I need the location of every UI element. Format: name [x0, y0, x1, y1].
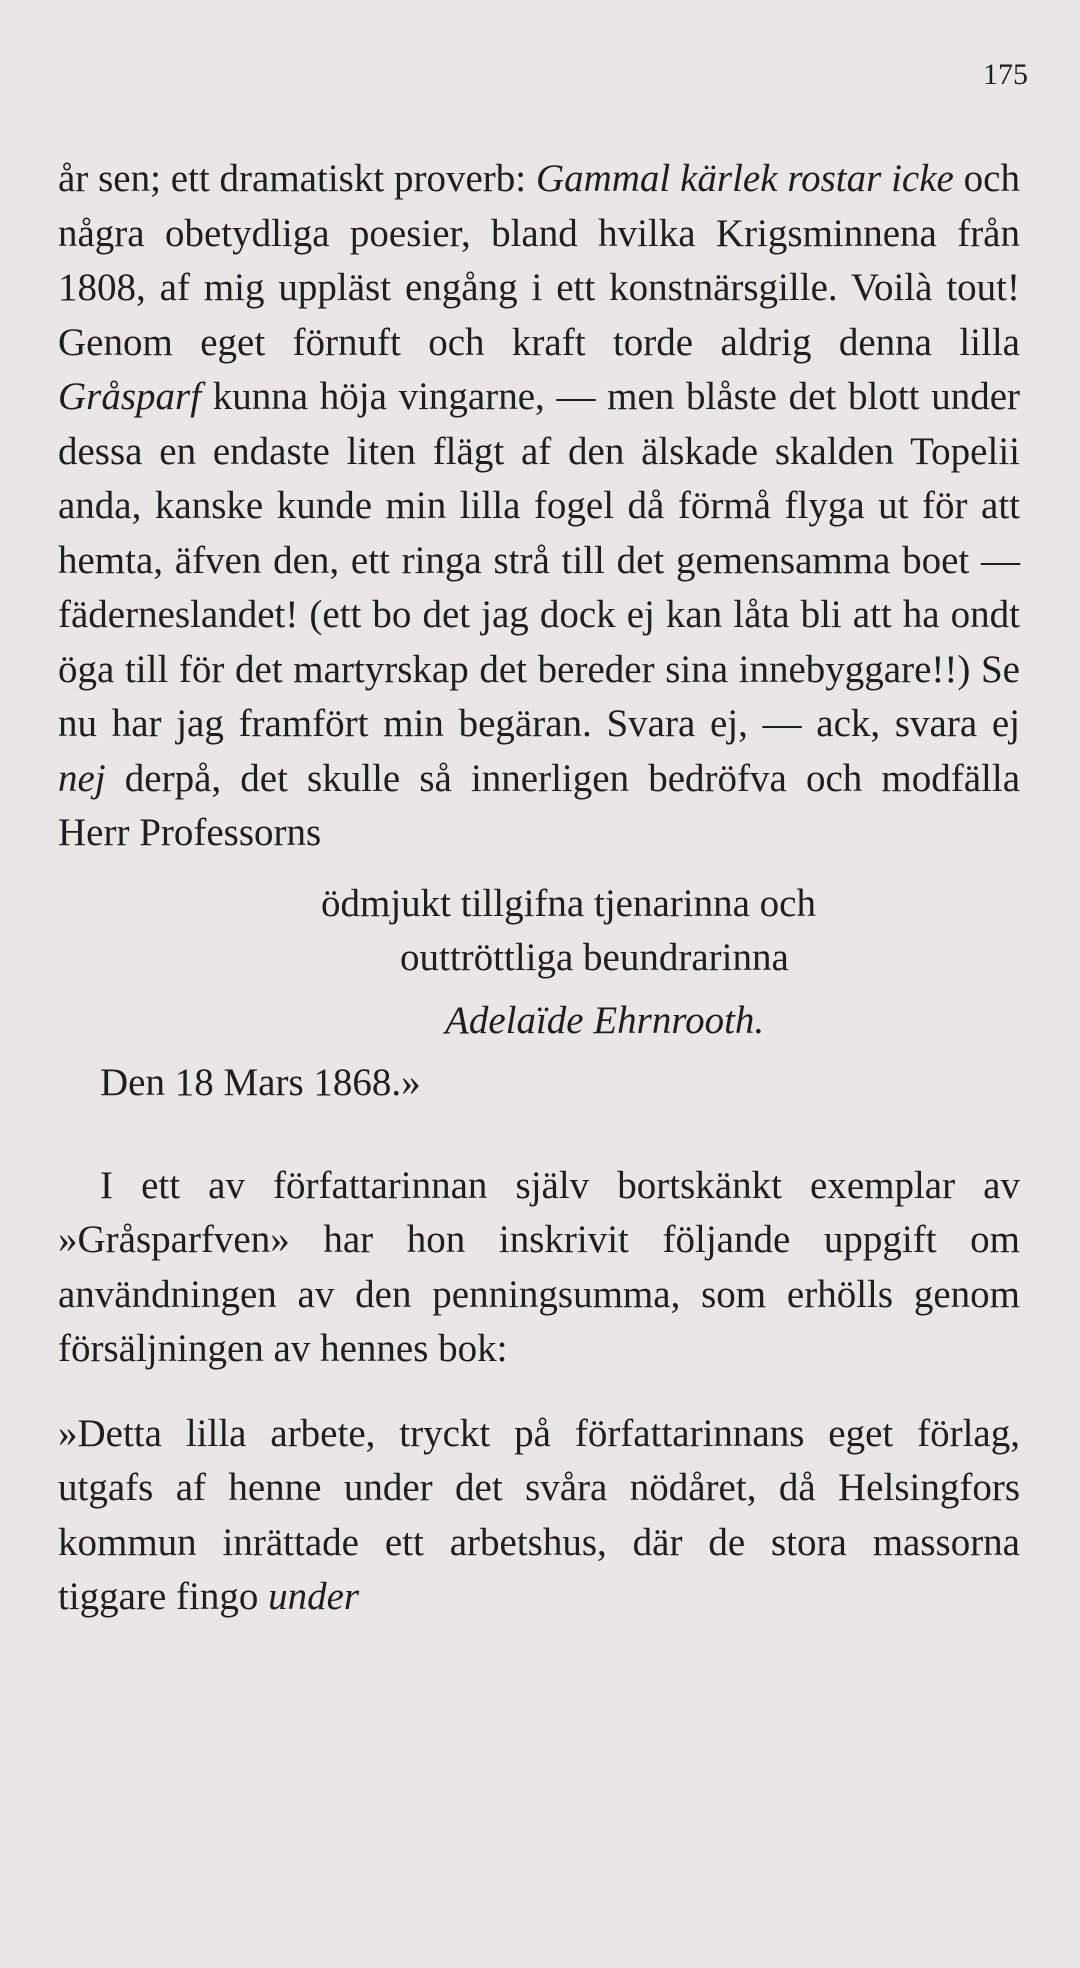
- letter-text-1: år sen; ett dramatiskt proverb:: [58, 157, 536, 200]
- closing-line-1: ödmjukt tillgifna tjenarinna och: [321, 881, 816, 925]
- emphasis-under: under: [268, 1575, 360, 1618]
- signature: Adelaïde Ehrnrooth.: [445, 998, 765, 1042]
- narrative-paragraph: I ett av författarinnan själv bortskänkt exemplar av »Gråsparfven» har hon inskrivit följande uppgift om användningen av den penningsumma, som erhölls genom försäljningen av hennes bok:: [58, 1163, 1020, 1370]
- book-title: Gråsparf: [58, 375, 202, 418]
- letter-closing: [58, 877, 1020, 986]
- letter-date: Den 18 Mars 1868.»: [100, 1061, 421, 1104]
- page-number: 175: [983, 58, 1028, 91]
- emphasis-nej: nej: [58, 756, 106, 800]
- quote-paragraph: [58, 1407, 1020, 1625]
- letter-text-4: derpå, det skulle så innerligen bedröfva och modfälla Herr Professorns: [58, 756, 1020, 854]
- letter-text-2: och några obetydliga poesier, bland hvilka Krigsminnena från 1808, af mig uppläst engång i ett konstnärsgille. Voilà tout! Genom eget förnuft och kraft torde aldrig denna lilla: [58, 157, 1020, 364]
- quote-text: »Detta lilla arbete, tryckt på författarinnans eget förlag, utgafs af henne under det svåra nödåret, då Helsingfors kommun inrättade ett arbetshus, där de stora massorna tiggare fingo: [58, 1411, 1020, 1618]
- letter-paragraph: [58, 152, 1020, 861]
- closing-line-2: outtröttliga beundrarinna: [400, 936, 789, 979]
- page-text: [58, 152, 1020, 1625]
- letter-text-3: kunna höja vingarne, — men blåste det blott under dessa en endaste liten flägt af den älskade skalden Topelii anda, kanske kunde min lilla fogel då förmå flyga ut för att hemta, äfven den, ett ringa strå till det gemensamma boet — fäderneslandet! (ett bo det jag dock ej kan låta bli att ha ondt öga till för det martyrskap det bereder sina innebyggare!!) Se nu har jag framfört min begäran. Svara ej, — ack, svara ej: [58, 375, 1020, 745]
- play-title: Gammal kärlek rostar icke: [535, 157, 954, 200]
